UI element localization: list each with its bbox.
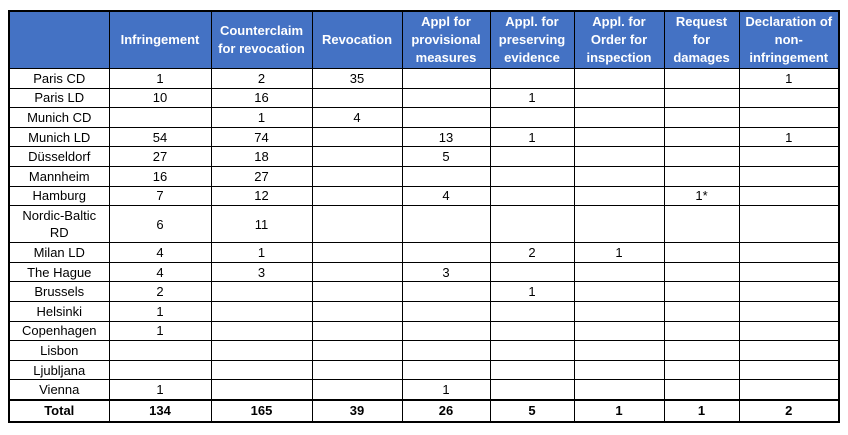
row-label: Düsseldorf [9,147,109,167]
table-cell [739,360,839,380]
table-cell [664,380,739,400]
table-cell [402,341,490,361]
table-cell [490,301,574,321]
table-cell [490,166,574,186]
header-preserving-evidence: Appl. for preserving evidence [490,11,574,69]
table-cell [109,341,211,361]
table-cell: 54 [109,127,211,147]
table-cell [490,206,574,243]
table-row [9,321,839,341]
table-cell [739,166,839,186]
table-cell: 1 [490,282,574,302]
table-cell [664,282,739,302]
table-cell: 7 [109,186,211,206]
table-cell [402,282,490,302]
table-cell: 13 [402,127,490,147]
table-row [9,360,839,380]
table-cell [574,206,664,243]
table-cell [312,360,402,380]
row-label: Mannheim [9,166,109,186]
row-label: Ljubljana [9,360,109,380]
table-cell [312,341,402,361]
total-cell: 5 [490,400,574,422]
table-cell [739,206,839,243]
row-label: Hamburg [9,186,109,206]
table-row [9,282,839,302]
table-cell [109,360,211,380]
header-provisional-measures: Appl for provisional measures [402,11,490,69]
table-cell [312,147,402,167]
table-cell [574,301,664,321]
table-cell [211,282,312,302]
total-cell: 1 [574,400,664,422]
table-cell [312,206,402,243]
table-cell [109,108,211,128]
table-cell [490,108,574,128]
row-label: Vienna [9,380,109,400]
table-cell: 1 [109,380,211,400]
cases-table [8,10,840,423]
table-row [9,341,839,361]
table-cell [490,262,574,282]
table-cell: 1 [211,108,312,128]
table-cell [490,69,574,89]
table-cell: 74 [211,127,312,147]
table-row [9,243,839,263]
table-cell [211,301,312,321]
header-row [9,11,839,69]
table-cell [739,147,839,167]
table-cell: 16 [109,166,211,186]
total-cell: 165 [211,400,312,422]
table-cell [402,166,490,186]
table-cell [211,360,312,380]
table-cell [739,301,839,321]
row-label: Munich CD [9,108,109,128]
table-cell [574,380,664,400]
row-label: Milan LD [9,243,109,263]
table-cell: 18 [211,147,312,167]
table-cell [664,262,739,282]
table-cell [739,243,839,263]
table-cell [574,166,664,186]
row-label: Nordic-Baltic RD [9,206,109,243]
table-cell [664,88,739,108]
total-cell: 134 [109,400,211,422]
table-cell [574,341,664,361]
total-row [9,400,839,422]
table-row [9,380,839,400]
table-cell [211,341,312,361]
table-cell [739,108,839,128]
table-cell [664,206,739,243]
table-cell: 12 [211,186,312,206]
table-row [9,127,839,147]
table-cell [574,321,664,341]
table-cell [739,341,839,361]
table-cell [664,166,739,186]
table-cell [664,69,739,89]
table-cell [490,321,574,341]
table-row [9,69,839,89]
table-cell [312,186,402,206]
table-row [9,301,839,321]
table-cell: 1 [211,243,312,263]
table-cell [739,88,839,108]
table-cell: 1 [490,88,574,108]
table-cell: 4 [402,186,490,206]
table-cell [312,88,402,108]
table-cell [574,69,664,89]
row-label: Munich LD [9,127,109,147]
total-cell: 26 [402,400,490,422]
table-body [9,69,839,422]
table-cell [402,243,490,263]
table-cell [574,127,664,147]
table-cell [574,186,664,206]
table-cell [664,108,739,128]
table-cell: 1 [109,321,211,341]
table-cell [664,243,739,263]
header-order-inspection: Appl. for Order for inspection [574,11,664,69]
table-cell [312,127,402,147]
table-cell: 27 [211,166,312,186]
header-counterclaim: Counterclaim for revocation [211,11,312,69]
table-row [9,147,839,167]
table-cell [402,321,490,341]
table-cell: 1 [109,69,211,89]
table-cell: 4 [312,108,402,128]
table-cell: 1 [739,127,839,147]
table-cell [574,360,664,380]
table-cell [574,147,664,167]
table-cell [402,206,490,243]
total-cell: 1 [664,400,739,422]
row-label: Lisbon [9,341,109,361]
header-revocation: Revocation [312,11,402,69]
table-row [9,108,839,128]
table-cell [312,243,402,263]
table-cell: 3 [211,262,312,282]
table-cell: 5 [402,147,490,167]
table-cell [490,341,574,361]
table-cell [664,360,739,380]
header-request-damages: Request for damages [664,11,739,69]
row-label: Copenhagen [9,321,109,341]
table-cell [312,282,402,302]
header-non-infringement: Declaration of non-infringement [739,11,839,69]
table-cell [739,262,839,282]
table-cell [211,321,312,341]
table-cell [664,147,739,167]
table-cell: 35 [312,69,402,89]
table-cell: 1 [490,127,574,147]
table-cell [312,321,402,341]
table-cell: 1 [402,380,490,400]
header-infringement: Infringement [109,11,211,69]
row-label: The Hague [9,262,109,282]
total-label: Total [9,400,109,422]
table-cell [739,321,839,341]
table-cell [490,186,574,206]
row-label: Paris CD [9,69,109,89]
table-cell [402,108,490,128]
table-cell [211,380,312,400]
table-row [9,166,839,186]
table-cell: 2 [211,69,312,89]
table-row [9,186,839,206]
table-row [9,206,839,243]
table-cell [312,262,402,282]
table-cell: 6 [109,206,211,243]
table-cell: 16 [211,88,312,108]
table-cell [574,282,664,302]
table-row [9,88,839,108]
table-cell [312,301,402,321]
table-cell [739,282,839,302]
table-cell: 3 [402,262,490,282]
table-cell [312,166,402,186]
total-cell: 2 [739,400,839,422]
row-label: Helsinki [9,301,109,321]
header-cell-blank [9,11,109,69]
table-cell [574,88,664,108]
total-cell: 39 [312,400,402,422]
table-cell: 4 [109,262,211,282]
row-label: Paris LD [9,88,109,108]
table-cell [490,147,574,167]
table-cell [739,380,839,400]
table-cell [574,262,664,282]
table-row [9,262,839,282]
table-cell [312,380,402,400]
table-cell [664,341,739,361]
table-cell: 27 [109,147,211,167]
table-cell: 1* [664,186,739,206]
table-cell: 4 [109,243,211,263]
table-cell [402,301,490,321]
row-label: Brussels [9,282,109,302]
table-cell: 1 [109,301,211,321]
table-cell: 1 [739,69,839,89]
table-cell: 10 [109,88,211,108]
table-cell: 1 [574,243,664,263]
table-cell [739,186,839,206]
table-cell [402,69,490,89]
table-cell [402,88,490,108]
table-cell [574,108,664,128]
table-cell [664,301,739,321]
table-cell [664,321,739,341]
table-cell: 2 [109,282,211,302]
table-cell [490,360,574,380]
table-cell [664,127,739,147]
table-cell: 2 [490,243,574,263]
table-cell: 11 [211,206,312,243]
table-cell [490,380,574,400]
table-cell [402,360,490,380]
